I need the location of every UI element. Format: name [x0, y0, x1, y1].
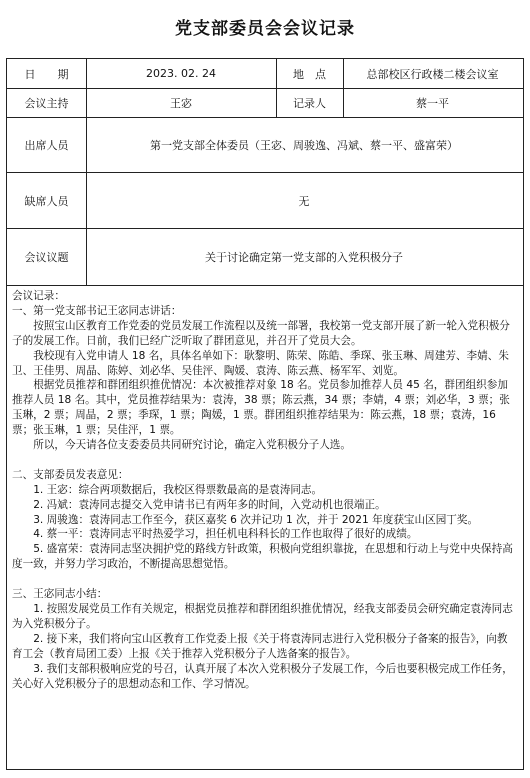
section-1-paragraph: 我校现有入党申请人 18 名，具体名单如下：耿黎明、陈荣、陈皓、季琛、张玉琳、周建芳、李婧、朱卫、王佳男、周晶、陈婷、刘必华、吴佳泙、陶媛、袁涛、陈云燕、杨军军、刘览。 — [12, 349, 509, 377]
opinion-item: 4. 蔡一平：袁涛同志平时热爱学习，担任机电科科长的工作也取得了很好的成绩。 — [33, 528, 418, 541]
opinion-item: 5. 盛富荣：袁涛同志坚决拥护党的路线方针政策，积极向党组织靠拢，在思想和行动上与党中央保持高度一致，并努力学习政治，不断提高思想觉悟。 — [12, 543, 513, 571]
opinion-item: 2. 冯斌：袁涛同志提交入党申请书已有两年多的时间，入党动机也很端正。 — [33, 498, 386, 511]
minutes-heading: 会议记录： — [12, 290, 65, 302]
date-label: 日 期 — [24, 67, 69, 81]
section-1-paragraph: 所以，今天请各位支委委员共同研究讨论，确定入党积极分子人选。 — [33, 439, 351, 452]
attendees-label: 出席人员 — [24, 139, 69, 152]
section-3-title: 三、王宓同志小结： — [12, 588, 108, 601]
section-1-paragraph: 按照宝山区教育工作党委的党员发展工作流程以及统一部署，我校第一党支部开展了新一轮入党积极分子的发展工作。日前，我们已经广泛听取了群团意见，并召开了党员大会。 — [12, 319, 510, 347]
absent-label: 缺席人员 — [24, 194, 69, 208]
place-label: 地 点 — [293, 67, 326, 81]
meeting-minutes — [7, 287, 523, 691]
topic-label: 会议议题 — [24, 251, 69, 264]
summary-item: 1. 按照发展党员工作有关规定，根据党员推荐和群团组织推优情况，经我支部委员会研究确定袁涛同志为入党积极分子。 — [12, 603, 513, 630]
document-title: 党支部委员会会议记录 — [175, 19, 355, 39]
recorder-value: 蔡一平 — [416, 97, 449, 110]
summary-item: 2. 接下来，我们将向宝山区教育工作党委上报《关于将袁涛同志进行入党积极分子备案的报告》，向教育工会（教育局团工委）上报《关于推荐入党积极分子人选备案的报告》。 — [12, 632, 508, 660]
opinion-item: 1. 王宓：综合两项数据后，我校区得票数最高的是袁涛同志。 — [33, 483, 323, 496]
topic-value: 关于讨论确定第一党支部的入党积极分子 — [205, 251, 403, 264]
attendees-value: 第一党支部全体委员（王宓、周骏逸、冯斌、蔡一平、盛富荣） — [150, 139, 458, 152]
attendees-row — [7, 118, 523, 173]
section-1-paragraph: 根据党员推荐和群团组织推优情况：本次被推荐对象 18 名。党员参加推荐人员 45 名，群团组织参加推荐人员 18 名。其中，党员推荐结果为：袁涛，38 票；陈云燕，34 票；李婧，4 票；刘必华，3 票；张玉琳，2 票；周晶，2 票；季琛，1 票；陶媛，1 票。群团组织推荐结果为：陈云燕，18 票；袁涛，16 票；张玉琳，1 票；吴佳泙，1 票。 — [12, 379, 510, 437]
place-value: 总部校区行政楼二楼会议室 — [366, 67, 499, 81]
host-row — [7, 89, 523, 118]
absent-row — [7, 173, 523, 229]
section-1-title: 一、第一党支部书记王宓同志讲话： — [12, 304, 182, 317]
absent-value: 无 — [298, 194, 310, 208]
topic-row — [7, 229, 523, 286]
summary-item: 3. 我们支部积极响应党的号召，认真开展了本次入党积极分子发展工作，今后也要积极完成工作任务，关心好入党积极分子的思想动态和工作、学习情况。 — [12, 662, 513, 690]
host-value: 王宓 — [170, 97, 192, 110]
section-2-title: 二、支部委员发表意见： — [12, 468, 129, 481]
host-label: 会议主持 — [24, 97, 69, 110]
recorder-label: 记录人 — [293, 97, 326, 110]
meeting-record-table — [6, 58, 524, 770]
date-value: 2023. 02. 24 — [146, 67, 216, 80]
opinion-item: 3. 周骏逸：袁涛同志工作至今，获区嘉奖 6 次并记功 1 次，并于 2021 年度获宝山区园丁奖。 — [33, 513, 479, 526]
date-row — [7, 59, 523, 89]
